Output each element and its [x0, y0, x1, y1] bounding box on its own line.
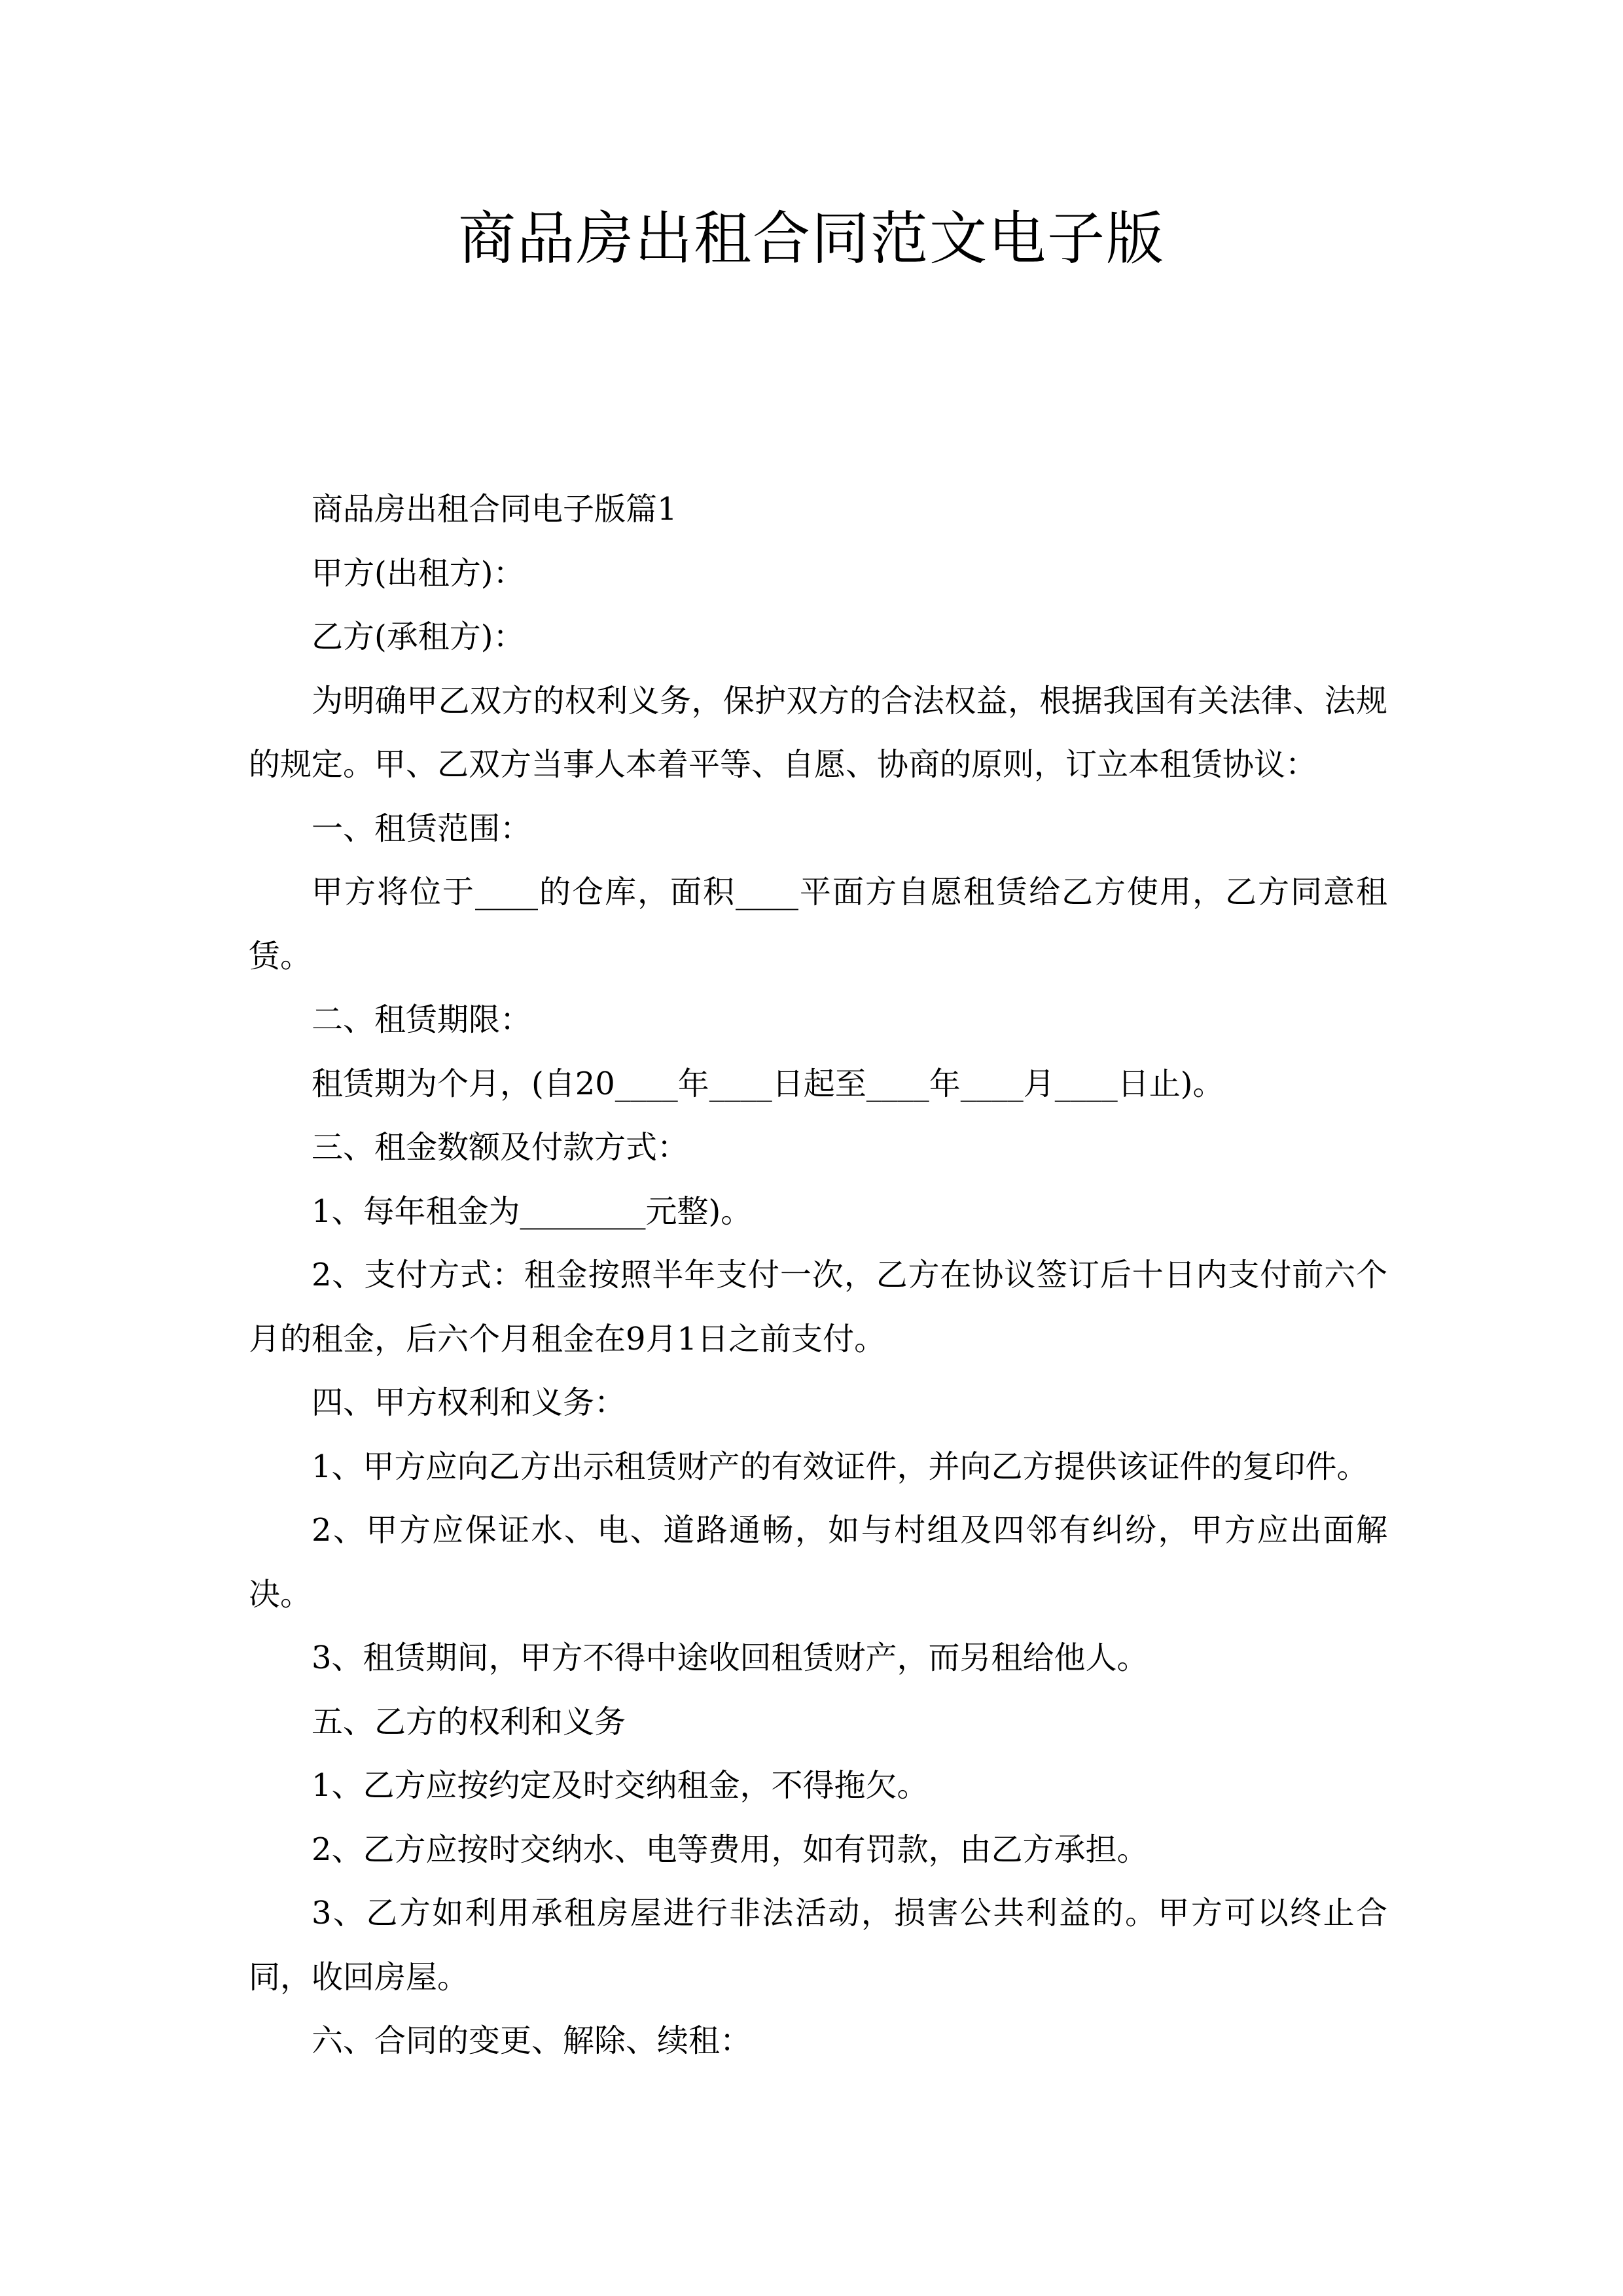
preamble-paragraph: 为明确甲乙双方的权利义务，保护双方的合法权益，根据我国有关法律、法规的规定。甲、乙双方当事人本着平等、自愿、协商的原则，订立本租赁协议： [249, 682, 1387, 783]
lease-term-paragraph: 租赁期为个月，(自20____年____日起至____年____月____日止)。 [312, 1065, 1224, 1102]
party-b-duty-1: 1、乙方应按约定及时交纳租金，不得拖欠。 [312, 1767, 929, 1804]
party-b-duty-2: 2、乙方应按时交纳水、电等费用，如有罚款，由乙方承担。 [312, 1831, 1149, 1868]
payment-method-paragraph: 2、支付方式：租金按照半年支付一次，乙方在协议签订后十日内支付前六个月的租金，后六个月租金在9月1日之前支付。 [249, 1257, 1387, 1357]
party-a-duty-1: 1、甲方应向乙方出示租赁财产的有效证件，并向乙方提供该证件的复印件。 [312, 1448, 1368, 1485]
section-heading: 商品房出租合同电子版篇1 [312, 491, 677, 528]
document-body [249, 478, 1387, 2073]
party-b-line: 乙方(承租方)： [312, 619, 525, 655]
clause-heading-3: 三、租金数额及付款方式： [312, 1129, 689, 1166]
rent-amount-paragraph: 1、每年租金为________元整)。 [312, 1193, 753, 1230]
document-title: 商品房出租合同范文电子版 [457, 205, 1165, 272]
lease-scope-paragraph: 甲方将位于____的仓库，面积____平面方自愿租赁给乙方使用，乙方同意租赁。 [249, 874, 1387, 975]
clause-heading-6: 六、合同的变更、解除、续租： [312, 2022, 752, 2059]
party-a-duty-3: 3、租赁期间，甲方不得中途收回租赁财产，而另租给他人。 [312, 1640, 1149, 1676]
clause-heading-5: 五、乙方的权利和义务 [312, 1703, 626, 1740]
clause-heading-4: 四、甲方权利和义务： [312, 1384, 626, 1421]
clause-heading-2: 二、租赁期限： [312, 1001, 532, 1038]
party-a-line: 甲方(出租方)： [312, 554, 525, 592]
clause-heading-1: 一、租赁范围： [312, 810, 532, 847]
party-a-duty-2: 2、甲方应保证水、电、道路通畅，如与村组及四邻有纠纷，甲方应出面解决。 [249, 1512, 1387, 1613]
party-b-duty-3: 3、乙方如利用承租房屋进行非法活动，损害公共利益的。甲方可以终止合同，收回房屋。 [249, 1895, 1387, 1996]
